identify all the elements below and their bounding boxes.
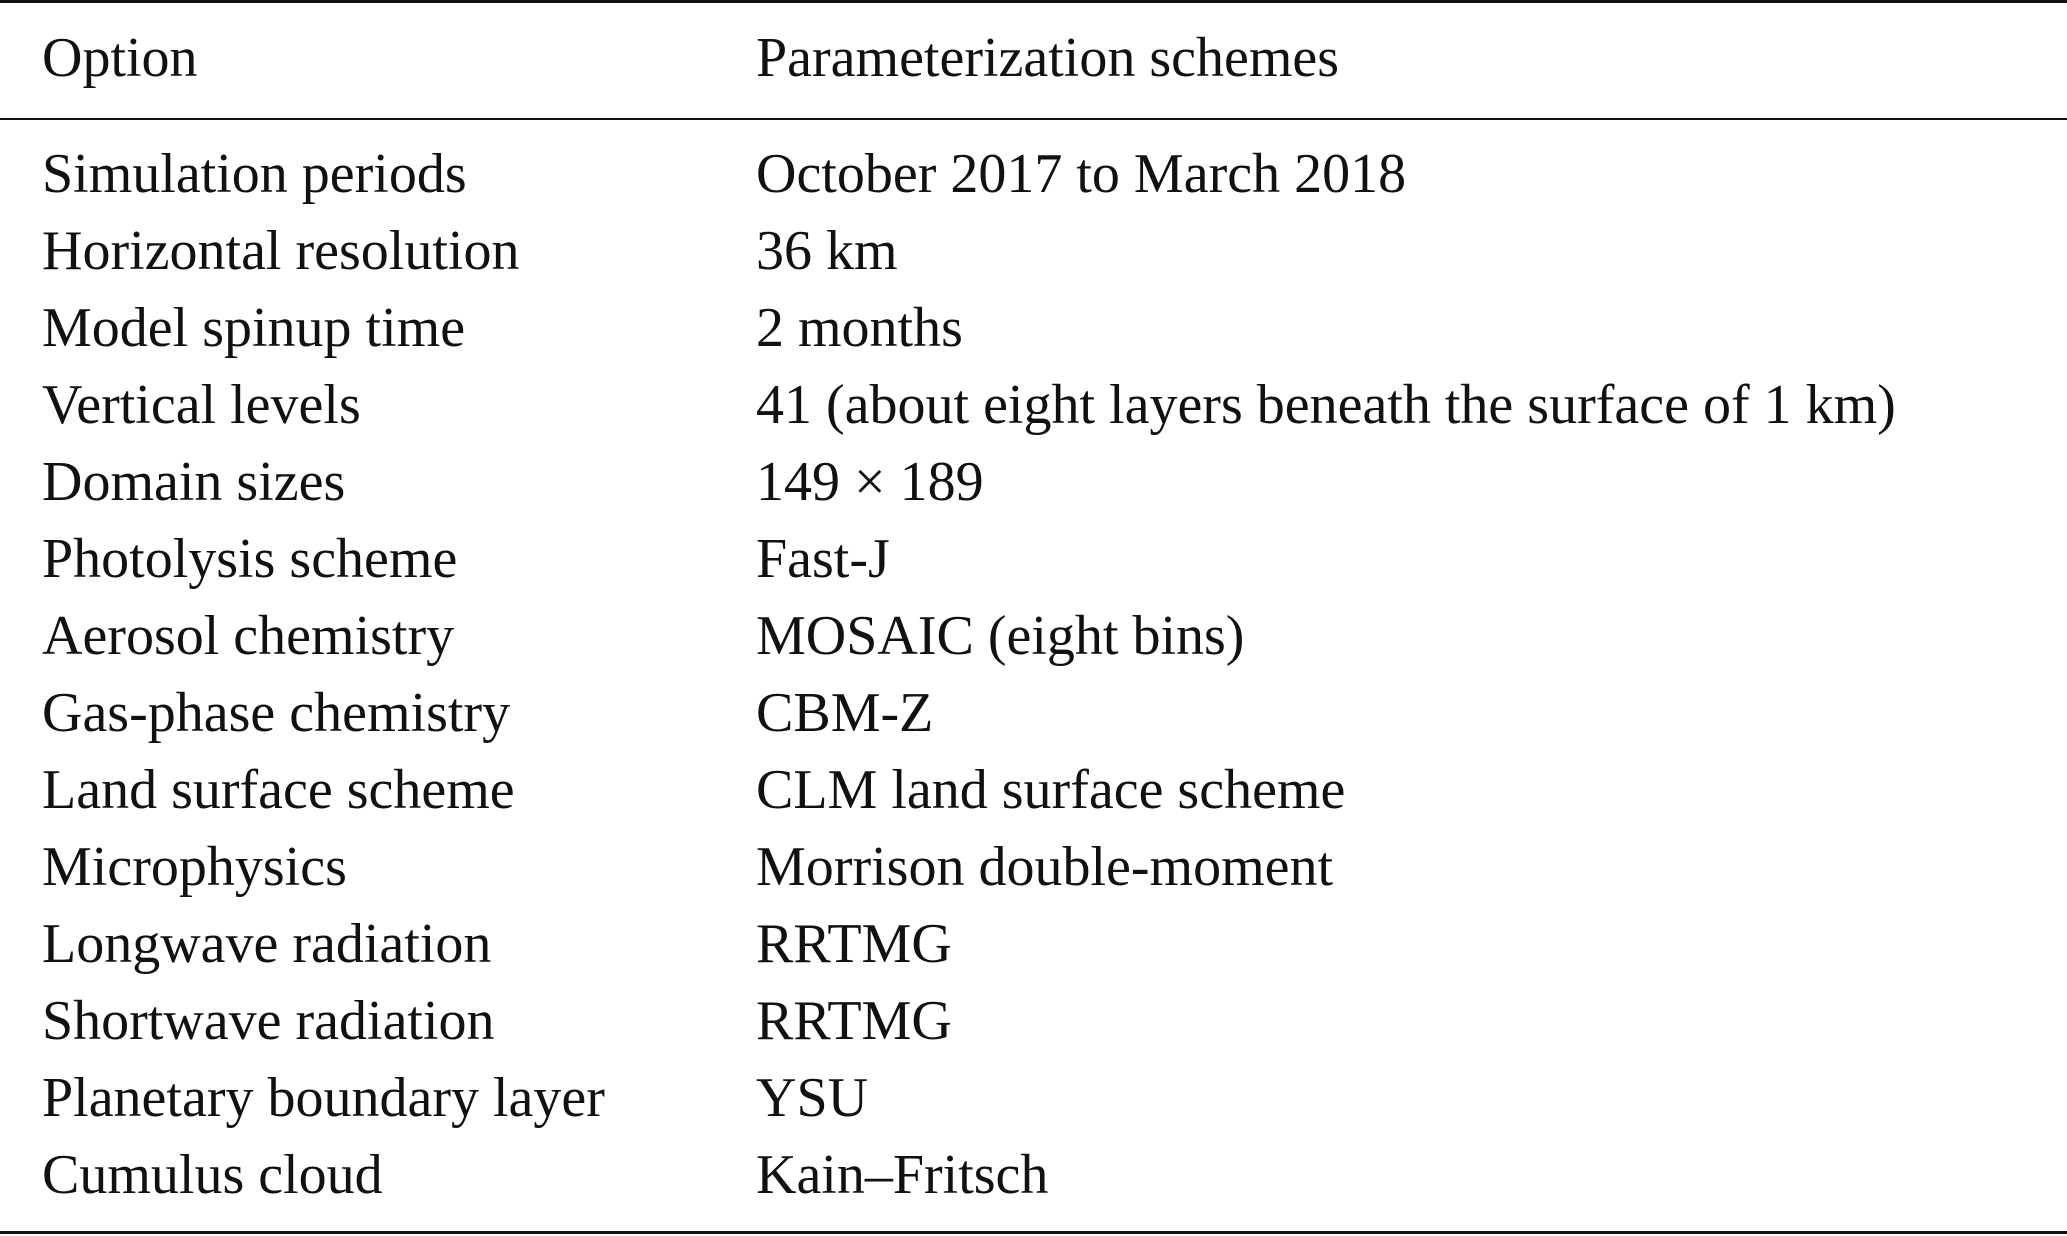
row-scheme: Kain–Fritsch	[756, 1144, 1049, 1206]
header-option: Option	[42, 27, 198, 89]
row-scheme: RRTMG	[756, 990, 952, 1052]
row-scheme: 36 km	[756, 220, 898, 282]
table-row	[0, 136, 2067, 213]
row-scheme: 2 months	[756, 297, 963, 359]
row-option: Simulation periods	[42, 143, 467, 205]
row-scheme: RRTMG	[756, 913, 952, 975]
row-scheme: 149 × 189	[756, 451, 984, 513]
table-row	[0, 213, 2067, 290]
row-scheme: Morrison double-moment	[756, 836, 1334, 898]
header-rule	[0, 118, 2067, 120]
table-row	[0, 752, 2067, 829]
row-scheme: MOSAIC (eight bins)	[756, 605, 1245, 667]
table-row	[0, 598, 2067, 675]
table-header-row	[0, 20, 2067, 97]
row-scheme: Fast-J	[756, 528, 890, 590]
table-row	[0, 1137, 2067, 1214]
row-option: Planetary boundary layer	[42, 1067, 605, 1129]
bottom-rule	[0, 1231, 2067, 1234]
table-row	[0, 675, 2067, 752]
row-scheme: YSU	[756, 1067, 869, 1129]
row-option: Longwave radiation	[42, 913, 492, 975]
table-row	[0, 829, 2067, 906]
row-option: Photolysis scheme	[42, 528, 458, 590]
row-option: Vertical levels	[42, 374, 361, 436]
row-scheme: CLM land surface scheme	[756, 759, 1346, 821]
table-row	[0, 444, 2067, 521]
row-option: Land surface scheme	[42, 759, 515, 821]
row-option: Cumulus cloud	[42, 1144, 383, 1206]
table-row	[0, 1060, 2067, 1137]
row-option: Model spinup time	[42, 297, 466, 359]
table-row	[0, 983, 2067, 1060]
table-row	[0, 290, 2067, 367]
row-option: Gas-phase chemistry	[42, 682, 511, 744]
row-scheme: October 2017 to March 2018	[756, 143, 1407, 205]
row-option: Microphysics	[42, 836, 347, 898]
row-scheme: 41 (about eight layers beneath the surface of 1 km)	[756, 374, 1896, 436]
row-option: Domain sizes	[42, 451, 346, 513]
row-option: Horizontal resolution	[42, 220, 520, 282]
row-option: Aerosol chemistry	[42, 605, 455, 667]
table-row	[0, 906, 2067, 983]
table-row	[0, 367, 2067, 444]
header-scheme: Parameterization schemes	[756, 27, 1340, 89]
table-row	[0, 521, 2067, 598]
row-option: Shortwave radiation	[42, 990, 495, 1052]
row-scheme: CBM-Z	[756, 682, 934, 744]
top-rule	[0, 0, 2067, 3]
